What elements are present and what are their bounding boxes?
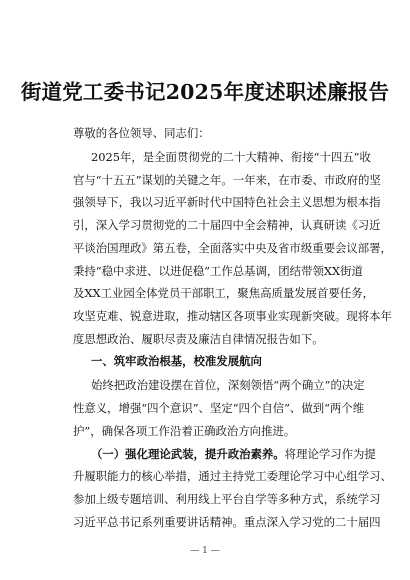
paragraph-line: 平谈治国理政》第五卷，全面落实中央及省市级重要会议部署， bbox=[73, 241, 392, 255]
page-number: — 1 — bbox=[190, 546, 220, 556]
subsection-text: 将理论学习作为提 bbox=[284, 447, 376, 461]
paragraph-line: 升履职能力的核心举措，通过主持党工委理论学习中心组学习、 bbox=[73, 469, 392, 483]
paragraph-line: 护”，确保各项工作沿着正确政治方向推进。 bbox=[73, 424, 296, 438]
section-heading: 一、筑牢政治根基，校准发展航向 bbox=[91, 354, 262, 368]
paragraph-line: 强领导下，我以习近平新时代中国特色社会主义思想为根本指 bbox=[73, 195, 381, 209]
paragraph-line: 及XX工业园全体党员干部职工，聚焦高质量发展首要任务， bbox=[73, 286, 374, 300]
paragraph-line: 攻坚克难、锐意进取，推动辖区各项事业实现新突破。现将本年 bbox=[73, 309, 392, 323]
paragraph-line: 2025年，是全面贯彻党的二十大精神、衔接“十四五”收 bbox=[91, 150, 371, 164]
paragraph-line: 始终把政治建设摆在首位，深刻领悟“两个确立”的决定 bbox=[91, 378, 365, 392]
salutation: 尊敬的各位领导、同志们： bbox=[73, 126, 210, 140]
paragraph-line: 度思想政治、履职尽责及廉洁自律情况报告如下。 bbox=[73, 332, 324, 346]
paragraph-line: 参加上级专题培训、利用线上平台自学等多种方式，系统学习 bbox=[73, 492, 381, 506]
paragraph-line: 引，深入学习贯彻党的二十届四中全会精神，认真研读《习近 bbox=[73, 218, 381, 232]
paragraph-line: 秉持“稳中求进、以进促稳”工作总基调，团结带领XX街道 bbox=[73, 264, 363, 278]
subsection-heading: （一）强化理论武装，提升政治素养。 bbox=[91, 447, 285, 461]
document-title: 街道党工委书记2025年度述职述廉报告 bbox=[20, 80, 390, 104]
subsection-line bbox=[91, 446, 376, 462]
paragraph-line: 官与“十五五”谋划的关键之年。一年来，在市委、市政府的坚 bbox=[73, 173, 381, 187]
paragraph-line: 性意义，增强“四个意识”、坚定“四个自信”、做到“两个维 bbox=[73, 401, 365, 415]
paragraph-line: 习近平总书记系列重要讲话精神。重点深入学习党的二十届四 bbox=[73, 515, 381, 529]
